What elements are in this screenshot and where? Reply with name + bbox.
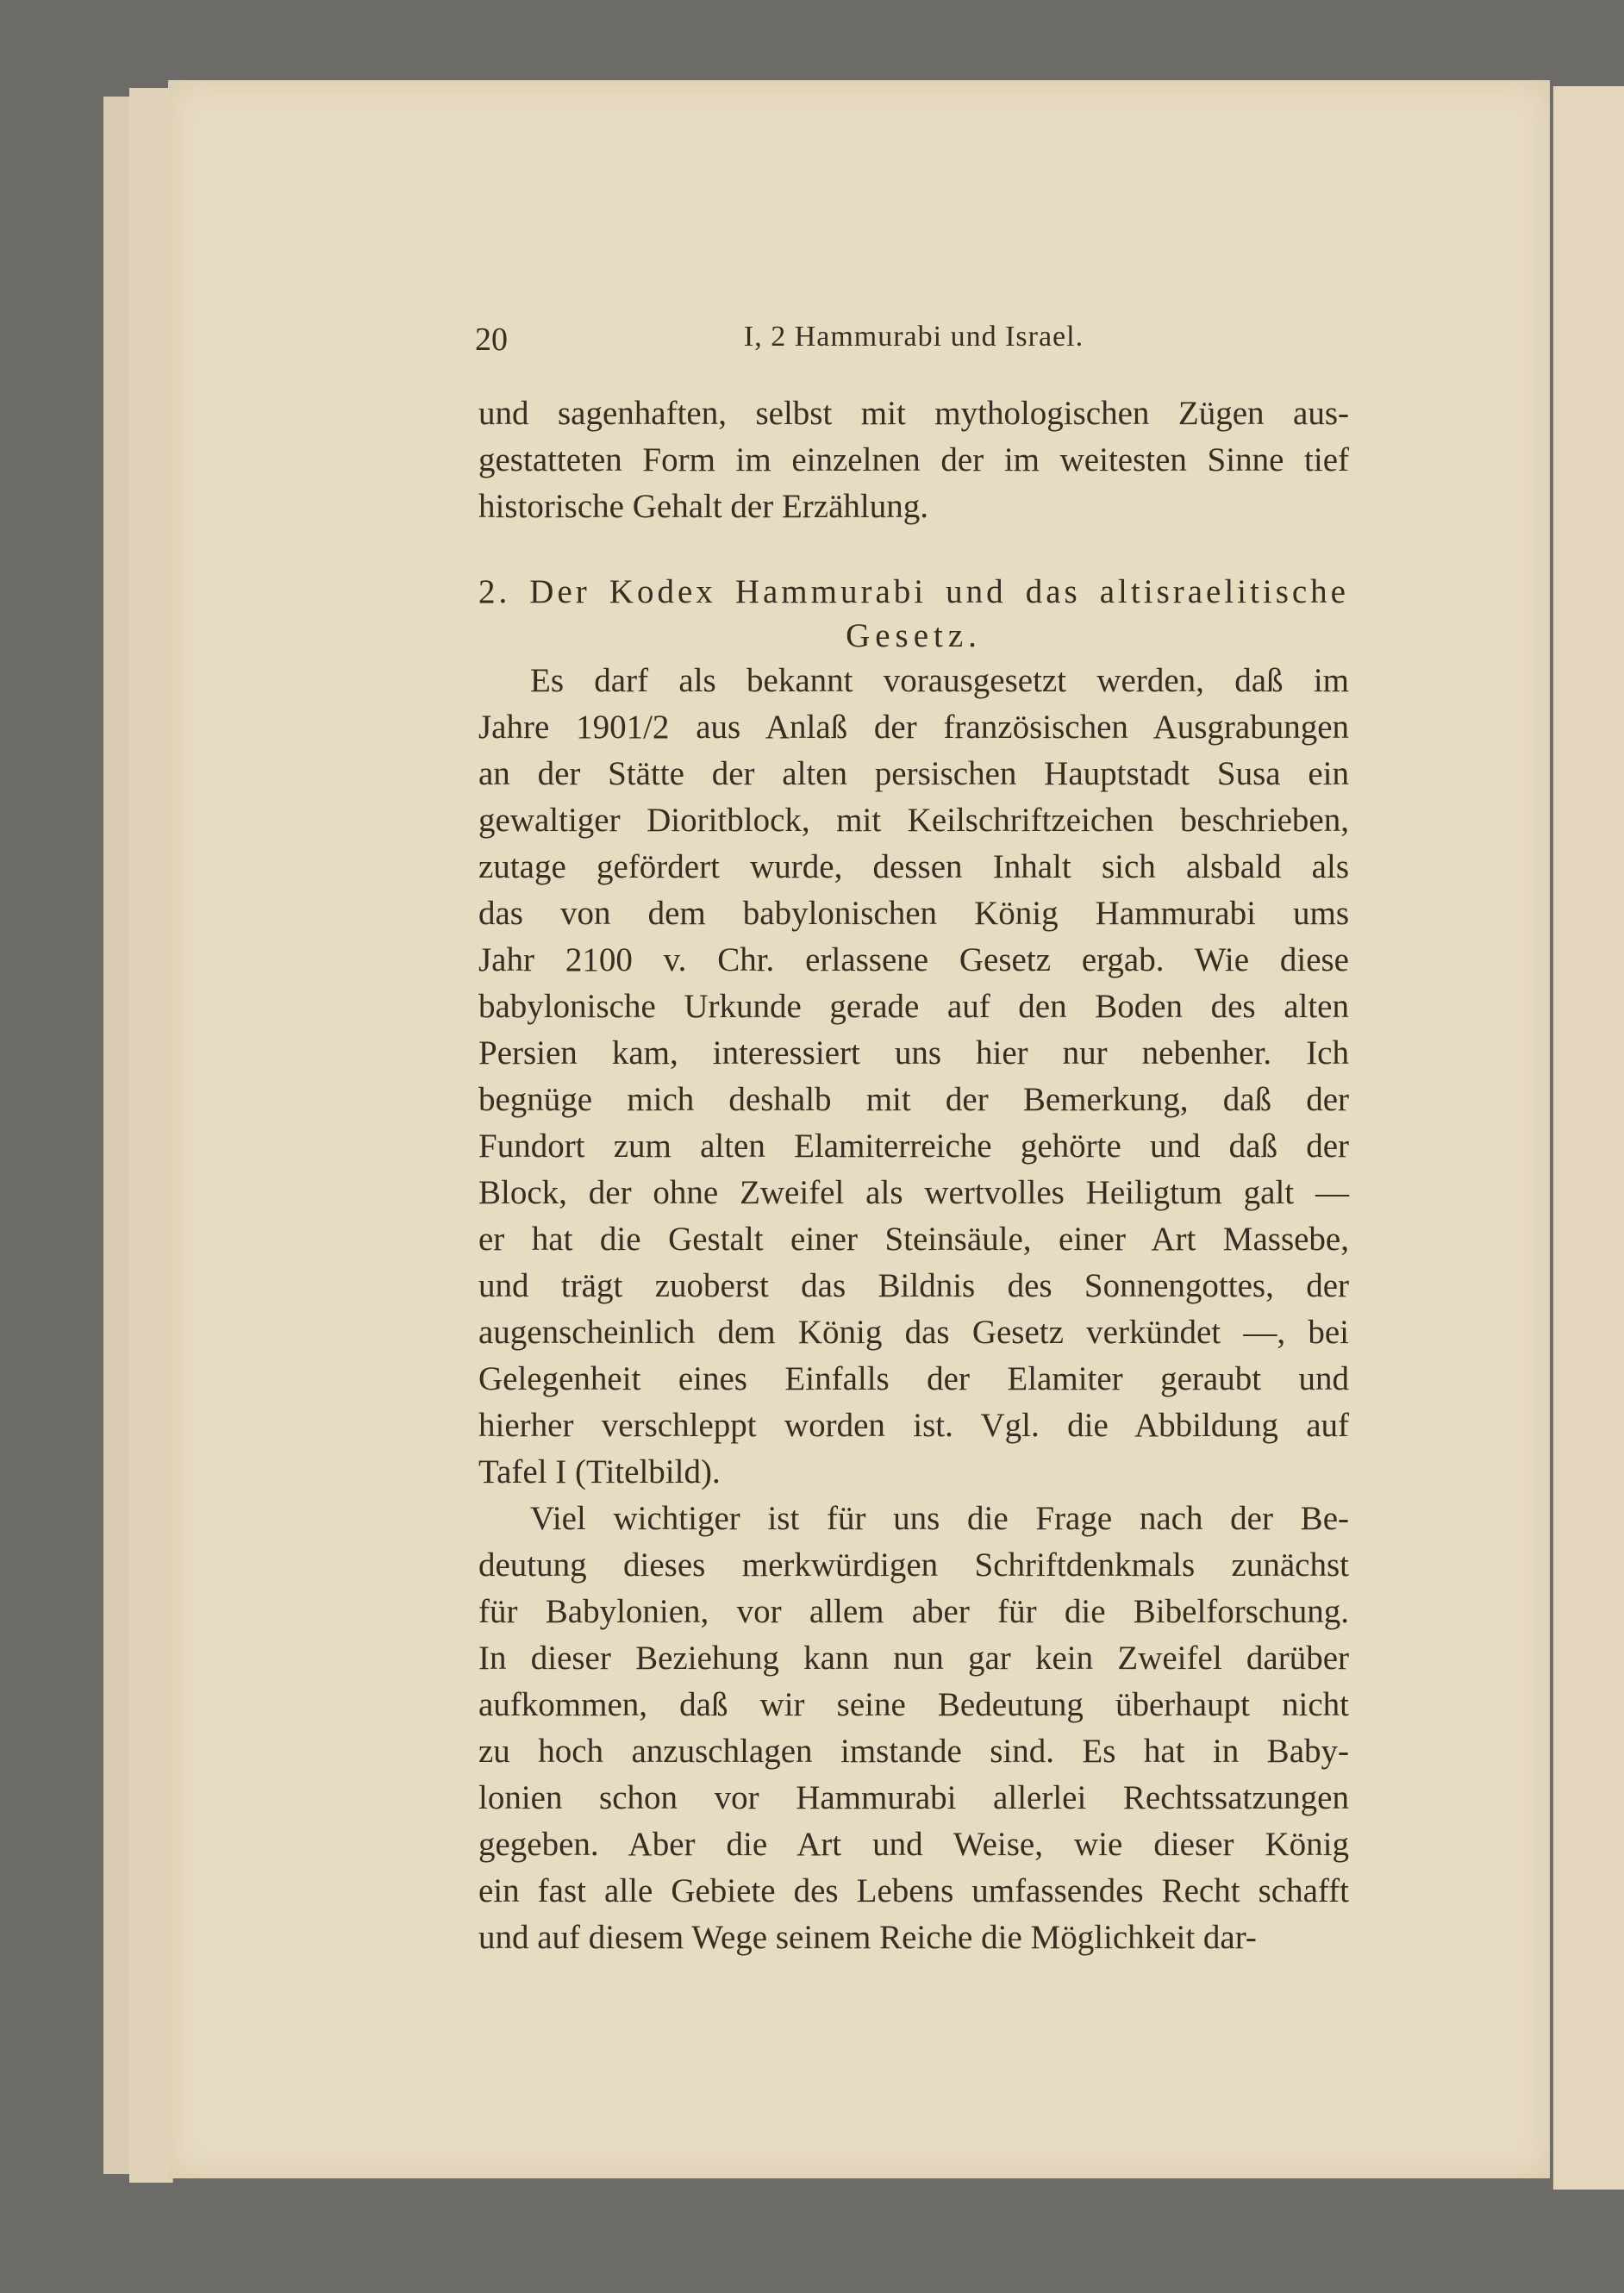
text-line: er hat die Gestalt einer Steinsäule, einer Art Massebe, xyxy=(478,1221,1349,1258)
text-line: hierher verschleppt worden ist. Vgl. die Abbildung auf xyxy=(478,1407,1349,1444)
text-line: historische Gehalt der Erzählung. xyxy=(478,488,928,525)
text-line: augenscheinlich dem König das Gesetz verkündet —, bei xyxy=(478,1314,1349,1351)
text-line: Jahre 1901/2 aus Anlaß der französischen Ausgrabungen xyxy=(478,709,1349,746)
next-page-edge xyxy=(1552,86,1624,2190)
text-line: gegeben. Aber die Art und Weise, wie dieser König xyxy=(478,1826,1349,1863)
text-line: gewaltiger Dioritblock, mit Keilschriftzeichen beschrieben, xyxy=(478,802,1349,839)
text-line: Fundort zum alten Elamiterreiche gehörte und daß der xyxy=(478,1128,1349,1165)
text-line: deutung dieses merkwürdigen Schriftdenkmals zunächst xyxy=(478,1546,1349,1584)
text-line: babylonische Urkunde gerade auf den Boden des alten xyxy=(478,988,1349,1025)
text-line: an der Stätte der alten persischen Hauptstadt Susa ein xyxy=(478,755,1349,792)
text-line: lonien schon vor Hammurabi allerlei Rechtssatzungen xyxy=(478,1779,1349,1816)
text-line: und trägt zuoberst das Bildnis des Sonnengottes, der xyxy=(478,1267,1349,1304)
text-line: und sagenhaften, selbst mit mythologischen Zügen aus- xyxy=(478,395,1349,432)
section-heading-line: Gesetz. xyxy=(846,617,982,654)
text-line: zu hoch anzuschlagen imstande sind. Es hat in Baby- xyxy=(478,1733,1349,1770)
text-line: zutage gefördert wurde, dessen Inhalt sich alsbald als xyxy=(478,848,1349,885)
text-line: ein fast alle Gebiete des Lebens umfassendes Recht schafft xyxy=(478,1872,1349,1909)
text-line: Block, der ohne Zweifel als wertvolles Heiligtum galt — xyxy=(478,1174,1349,1211)
section-heading-line: 2. Der Kodex Hammurabi und das altisraelitische xyxy=(478,573,1349,610)
page-stack-edge xyxy=(129,88,173,2183)
text-line: das von dem babylonischen König Hammurabi ums xyxy=(478,895,1349,932)
text-line: aufkommen, daß wir seine Bedeutung überhaupt nicht xyxy=(478,1686,1349,1723)
running-title: I, 2 Hammurabi und Israel. xyxy=(743,321,1084,353)
text-line: Jahr 2100 v. Chr. erlassene Gesetz ergab. Wie diese xyxy=(478,941,1349,978)
text-line: und auf diesem Wege seinem Reiche die Möglichkeit dar- xyxy=(478,1919,1257,1956)
text-line: für Babylonien, vor allem aber für die Bibelforschung. xyxy=(478,1593,1349,1630)
text-line: gestatteten Form im einzelnen der im weitesten Sinne tief xyxy=(478,441,1349,478)
text-line: Gelegenheit eines Einfalls der Elamiter geraubt und xyxy=(478,1360,1349,1397)
text-line: Tafel I (Titelbild). xyxy=(478,1453,721,1490)
text-line: Viel wichtiger ist für uns die Frage nach der Be- xyxy=(530,1500,1349,1537)
page-number: 20 xyxy=(475,322,508,358)
text-line: In dieser Beziehung kann nun gar kein Zweifel darüber xyxy=(478,1640,1349,1677)
text-line: Es darf als bekannt vorausgesetzt werden, daß im xyxy=(530,662,1349,699)
text-line: begnüge mich deshalb mit der Bemerkung, daß der xyxy=(478,1081,1349,1118)
text-line: Persien kam, interessiert uns hier nur nebenher. Ich xyxy=(478,1034,1349,1072)
